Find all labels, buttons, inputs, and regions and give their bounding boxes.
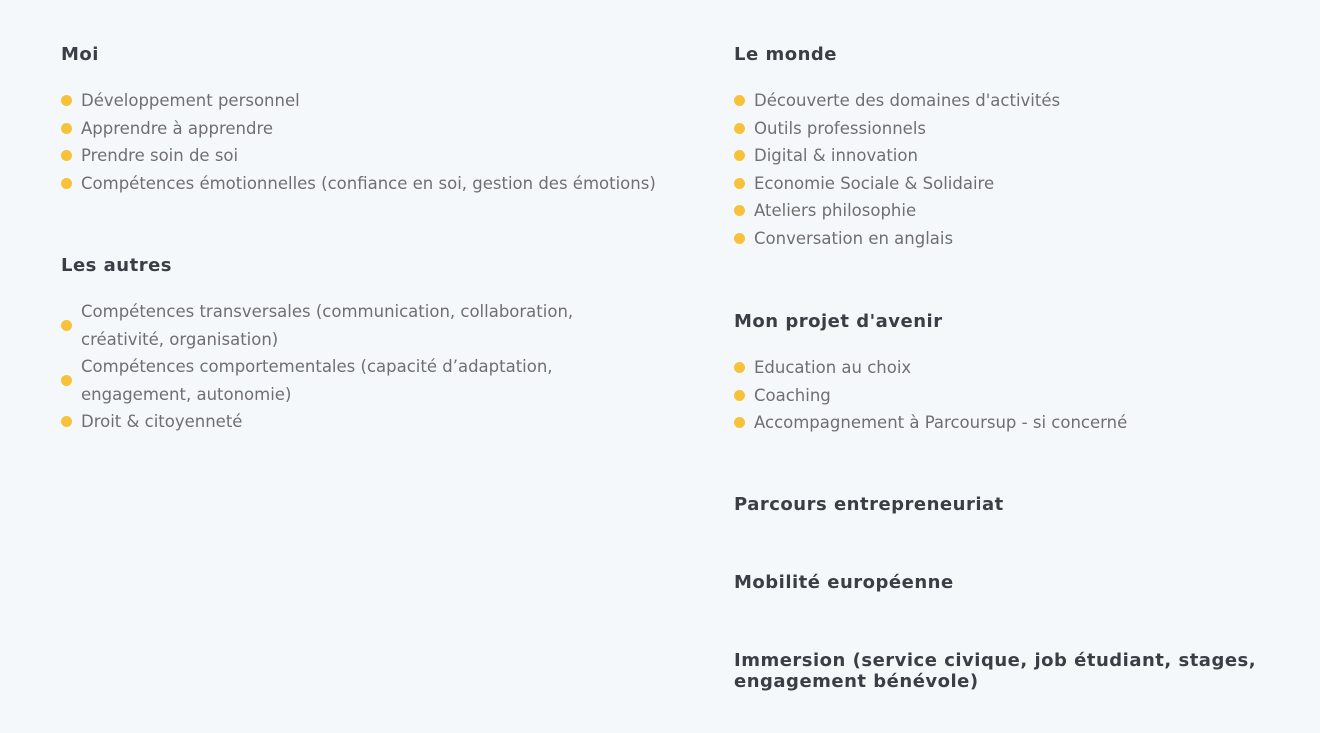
list-avenir bbox=[734, 354, 1294, 437]
list-item: Prendre soin de soi bbox=[61, 142, 681, 170]
list-item: Conversation en anglais bbox=[734, 225, 1294, 253]
section-mobilite bbox=[734, 572, 1294, 593]
section-avenir bbox=[734, 311, 1294, 437]
bullet-icon bbox=[734, 205, 745, 216]
bullet-icon bbox=[734, 417, 745, 428]
section-immersion bbox=[734, 650, 1274, 692]
section-title-mobilite: Mobilité européenne bbox=[734, 572, 954, 593]
list-item: Ateliers philosophie bbox=[734, 197, 1294, 225]
section-autres bbox=[61, 255, 681, 436]
list-item: Compétences transversales (communication, collaboration, créativité, organisation) bbox=[61, 298, 601, 353]
bullet-icon bbox=[61, 320, 72, 331]
list-item: Développement personnel bbox=[61, 87, 681, 115]
section-title-entrepreneuriat: Parcours entrepreneuriat bbox=[734, 494, 1004, 515]
list-item: Apprendre à apprendre bbox=[61, 115, 681, 143]
section-title-autres: Les autres bbox=[61, 255, 173, 276]
list-item: Digital & innovation bbox=[734, 142, 1294, 170]
section-entrepreneuriat bbox=[734, 494, 1294, 515]
list-item: Education au choix bbox=[734, 354, 1294, 382]
list-item: Droit & citoyenneté bbox=[61, 408, 601, 436]
list-autres bbox=[61, 298, 601, 436]
bullet-icon bbox=[61, 123, 72, 134]
bullet-icon bbox=[734, 123, 745, 134]
section-title-monde: Le monde bbox=[734, 44, 837, 65]
bullet-icon bbox=[61, 95, 72, 106]
list-item: Compétences comportementales (capacité d’adaptation, engagement, autonomie) bbox=[61, 353, 601, 408]
section-moi bbox=[61, 44, 681, 197]
bullet-icon bbox=[734, 233, 745, 244]
bullet-icon bbox=[734, 362, 745, 373]
list-item: Accompagnement à Parcoursup - si concerné bbox=[734, 409, 1294, 437]
list-item: Outils professionnels bbox=[734, 115, 1294, 143]
section-title-moi: Moi bbox=[61, 44, 99, 65]
bullet-icon bbox=[734, 95, 745, 106]
section-title-immersion: Immersion (service civique, job étudiant, stages, engagement bénévole) bbox=[734, 650, 1257, 692]
bullet-icon bbox=[734, 150, 745, 161]
list-monde bbox=[734, 87, 1294, 252]
list-item: Compétences émotionnelles (confiance en soi, gestion des émotions) bbox=[61, 170, 681, 198]
bullet-icon bbox=[734, 390, 745, 401]
section-title-avenir: Mon projet d'avenir bbox=[734, 311, 943, 332]
bullet-icon bbox=[61, 150, 72, 161]
list-item: Coaching bbox=[734, 382, 1294, 410]
bullet-icon bbox=[61, 178, 72, 189]
section-monde bbox=[734, 44, 1294, 252]
bullet-icon bbox=[61, 416, 72, 427]
list-item: Economie Sociale & Solidaire bbox=[734, 170, 1294, 198]
bullet-icon bbox=[61, 375, 72, 386]
bullet-icon bbox=[734, 178, 745, 189]
list-item: Découverte des domaines d'activités bbox=[734, 87, 1294, 115]
list-moi bbox=[61, 87, 681, 197]
